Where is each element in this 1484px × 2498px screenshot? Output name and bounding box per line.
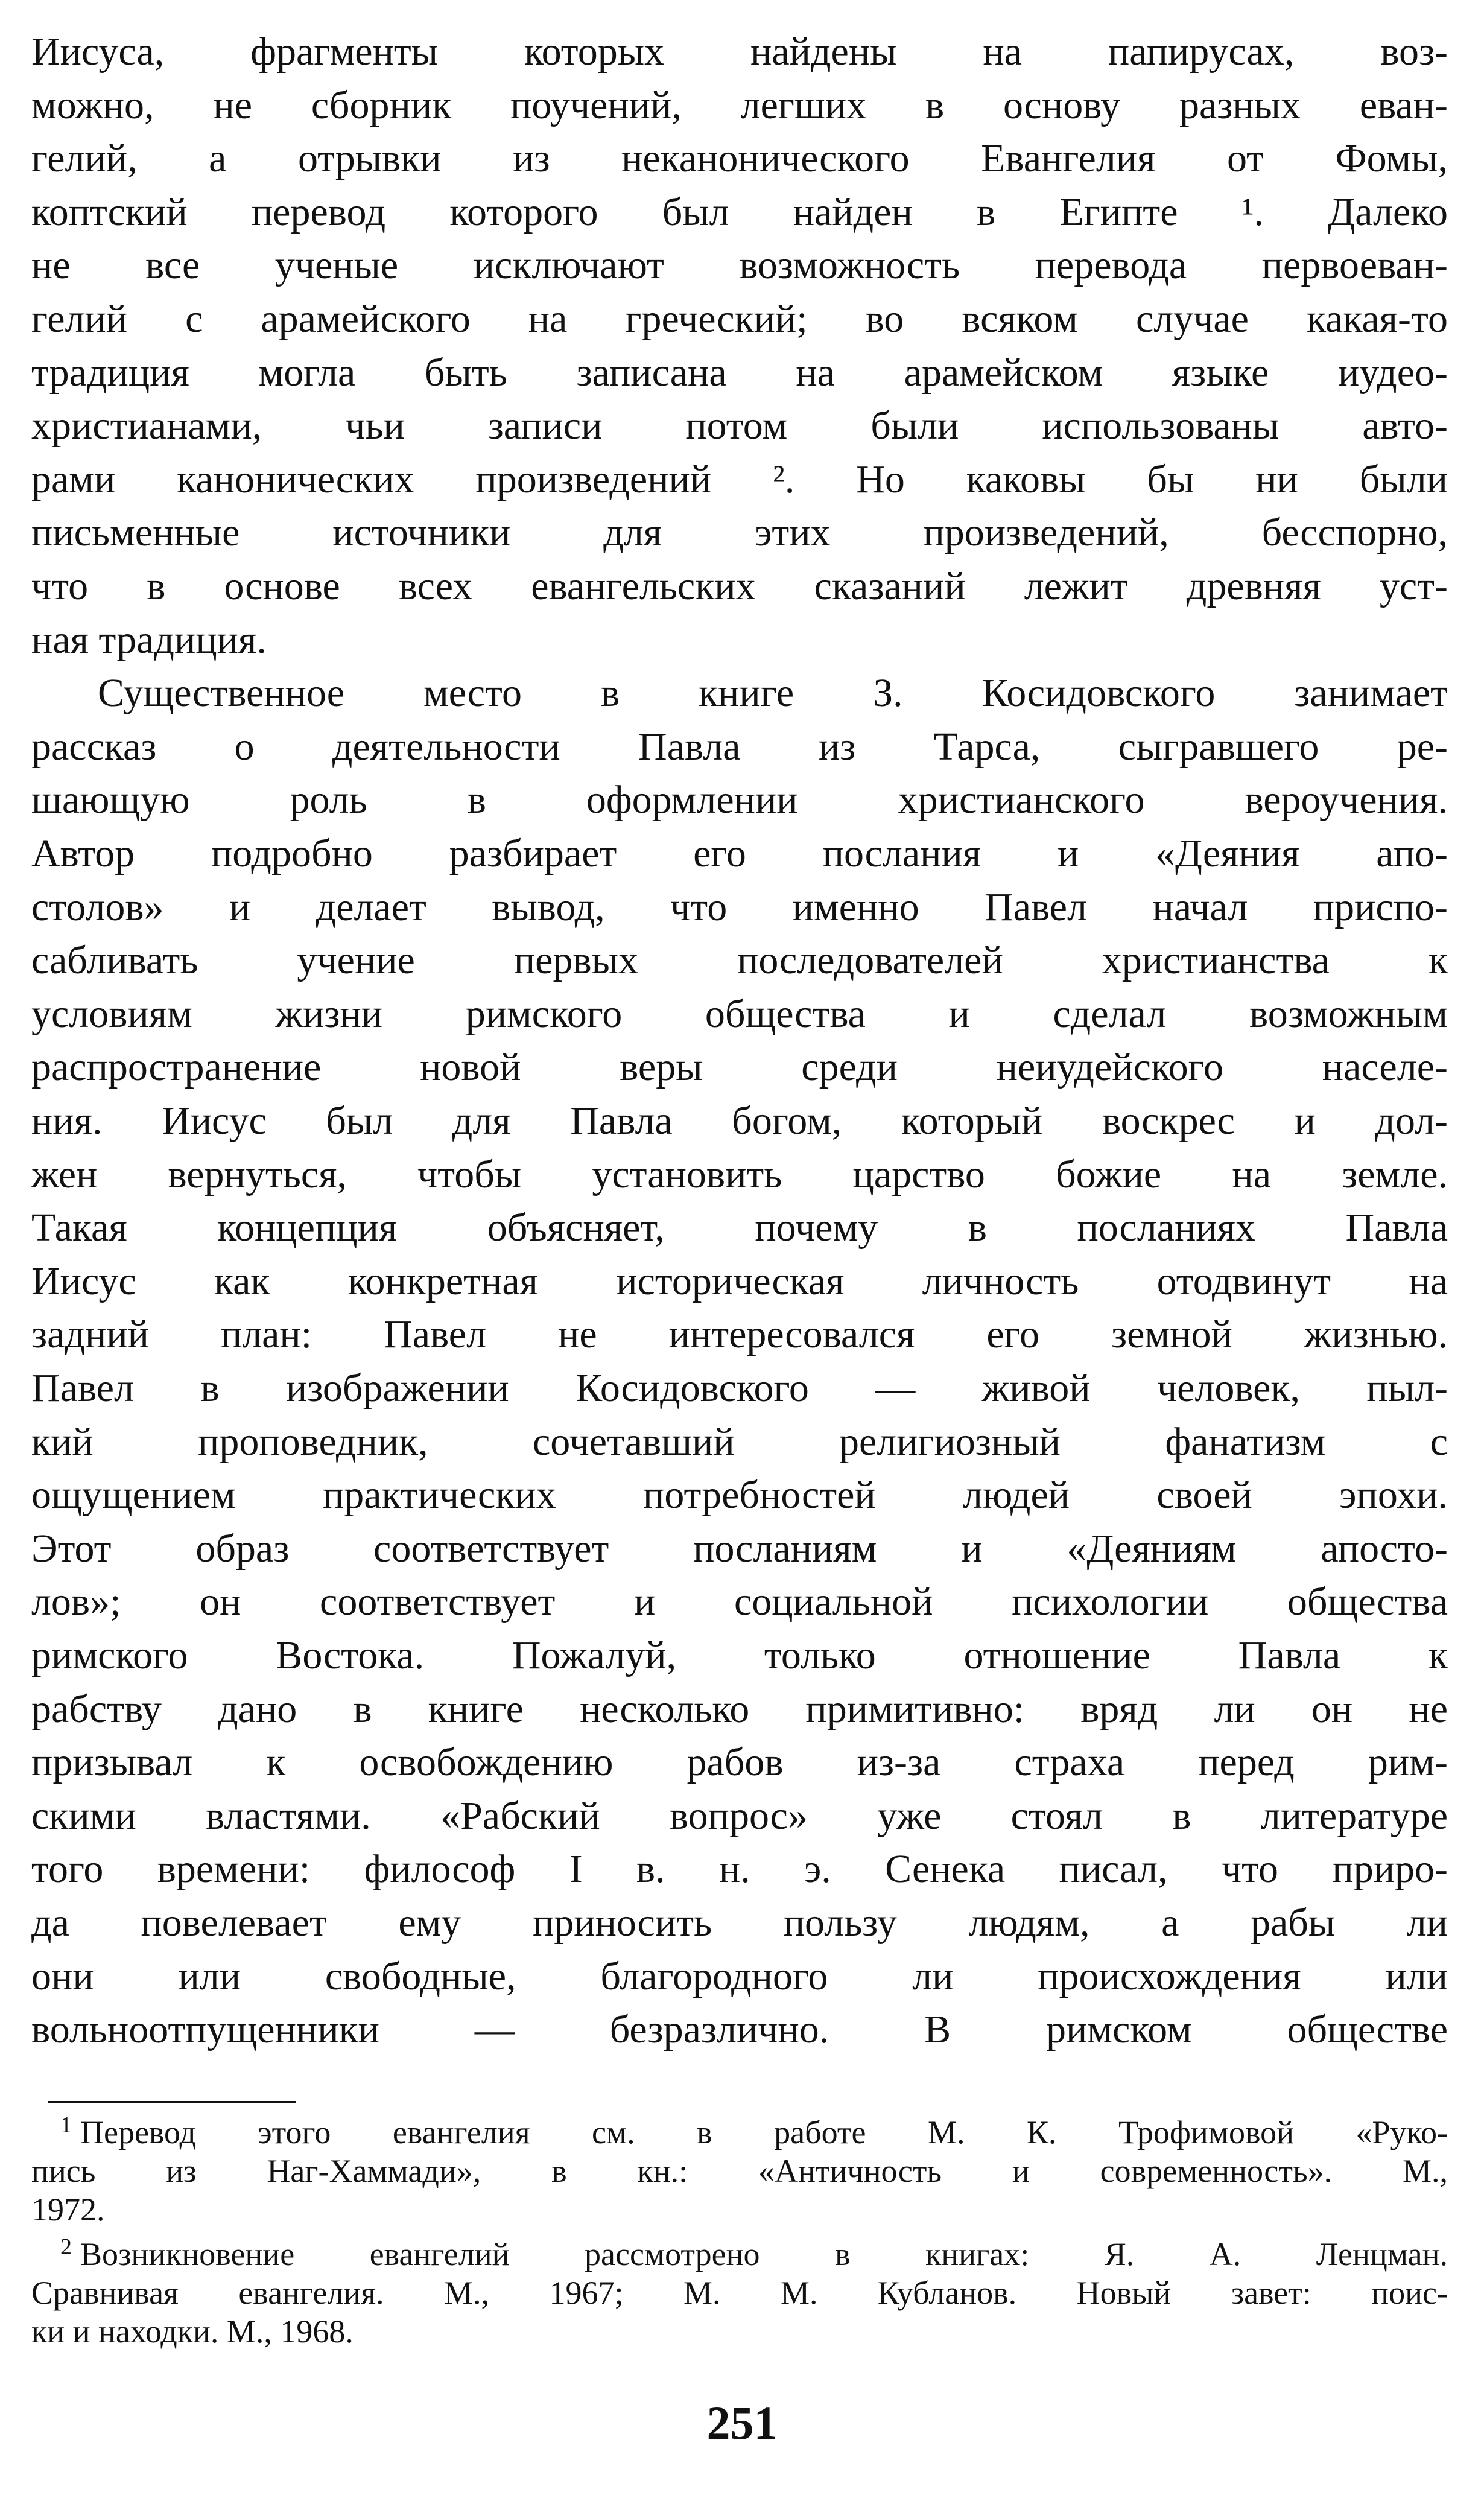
footnote-1-text: Перевод этого евангелия см. в работе М. К. Трофимовой «Руко- xyxy=(80,2114,1448,2150)
footnote-1-line-3: 1972. xyxy=(31,2191,105,2228)
text-line: ощущением практических потребностей людей своей эпохи. xyxy=(31,1473,1448,1517)
footnote-2-line-2: Сравнивая евангелия. М., 1967; М. М. Кубланов. Новый завет: поис- xyxy=(31,2275,1448,2311)
text-line: Этот образ соответствует посланиям и «Деяниям апосто- xyxy=(31,1527,1448,1571)
footnote-1-line-2: пись из Наг-Хаммади», в кн.: «Античность и современность». М., xyxy=(31,2153,1448,2189)
text-line: Автор подробно разбирает его послания и «Деяния апо- xyxy=(31,831,1448,876)
text-line: что в основе всех евангельских сказаний лежит древняя уст- xyxy=(31,564,1448,608)
text-line: кий проповедник, сочетавший религиозный фанатизм с xyxy=(31,1420,1448,1464)
footnote-2-line-3: ки и находки. М., 1968. xyxy=(31,2313,354,2350)
text-line: распространение новой веры среди неиудейского населе- xyxy=(31,1045,1448,1089)
text-line: условиям жизни римского общества и сделал возможным xyxy=(31,992,1448,1036)
text-line: римского Востока. Пожалуй, только отношение Павла к xyxy=(31,1633,1448,1677)
text-line: рассказ о деятельности Павла из Тарса, сыгравшего ре- xyxy=(31,725,1448,769)
text-line: ния. Иисус был для Павла богом, который воскрес и дол- xyxy=(31,1099,1448,1143)
text-line: жен вернуться, чтобы установить царство божие на земле. xyxy=(31,1152,1448,1197)
text-line: скими властями. «Рабский вопрос» уже стоял в литературе xyxy=(31,1794,1448,1838)
text-line: Существенное место в книге З. Косидовского занимает xyxy=(98,671,1448,715)
text-line: столов» и делает вывод, что именно Павел начал приспо- xyxy=(31,885,1448,929)
text-line: гелий с арамейского на греческий; во всяком случае какая-то xyxy=(31,297,1448,341)
text-line: ная традиция. xyxy=(31,618,267,662)
text-line: рами канонических произведений ². Но каковы бы ни были xyxy=(31,457,1448,501)
text-line: можно, не сборник поучений, легших в основу разных еван- xyxy=(31,83,1448,127)
footnote-2-marker: 2 xyxy=(60,2234,72,2260)
text-line: гелий, а отрывки из неканонического Евангелия от Фомы, xyxy=(31,136,1448,180)
text-line: Иисуса, фрагменты которых найдены на папирусах, воз- xyxy=(31,30,1448,74)
text-line: традиция могла быть записана на арамейском языке иудео- xyxy=(31,351,1448,395)
text-line: шающую роль в оформлении христианского вероучения. xyxy=(31,778,1448,822)
text-line: не все ученые исключают возможность перевода первоеван- xyxy=(31,243,1448,287)
text-line: коптский перевод которого был найден в Египте ¹. Далеко xyxy=(31,190,1448,234)
text-line: того времени: философ I в. н. э. Сенека писал, что приро- xyxy=(31,1847,1448,1891)
page-number: 251 xyxy=(706,2397,778,2449)
text-line: письменные источники для этих произведений, бесспорно, xyxy=(31,510,1448,555)
footnote-2-text: Возникновение евангелий рассмотрено в книгах: Я. А. Ленцман. xyxy=(80,2236,1448,2272)
text-line: Иисус как конкретная историческая личность отодвинут на xyxy=(31,1259,1448,1303)
footnote-divider xyxy=(48,2101,296,2103)
text-line: призывал к освобождению рабов из-за страха перед рим- xyxy=(31,1740,1448,1784)
text-line: вольноотпущенники — безразлично. В римском обществе xyxy=(31,2007,1448,2051)
footnote-1-line-1 xyxy=(60,2113,1448,2152)
text-line: христианами, чьи записи потом были использованы авто- xyxy=(31,404,1448,448)
text-line: задний план: Павел не интересовался его земной жизнью. xyxy=(31,1312,1448,1356)
text-line: Павел в изображении Косидовского — живой человек, пыл- xyxy=(31,1366,1448,1410)
text-line: они или свободные, благородного ли происхождения или xyxy=(31,1954,1448,1998)
text-line: Такая концепция объясняет, почему в посланиях Павла xyxy=(31,1206,1448,1250)
footnote-2-line-1 xyxy=(60,2235,1448,2274)
text-line: рабству дано в книге несколько примитивно: вряд ли он не xyxy=(31,1687,1448,1731)
text-line: сабливать учение первых последователей христианства к xyxy=(31,938,1448,982)
text-line: лов»; он соответствует и социальной психологии общества xyxy=(31,1580,1448,1624)
footnote-1-marker: 1 xyxy=(60,2112,72,2138)
text-line: да повелевает ему приносить пользу людям, а рабы ли xyxy=(31,1901,1448,1945)
